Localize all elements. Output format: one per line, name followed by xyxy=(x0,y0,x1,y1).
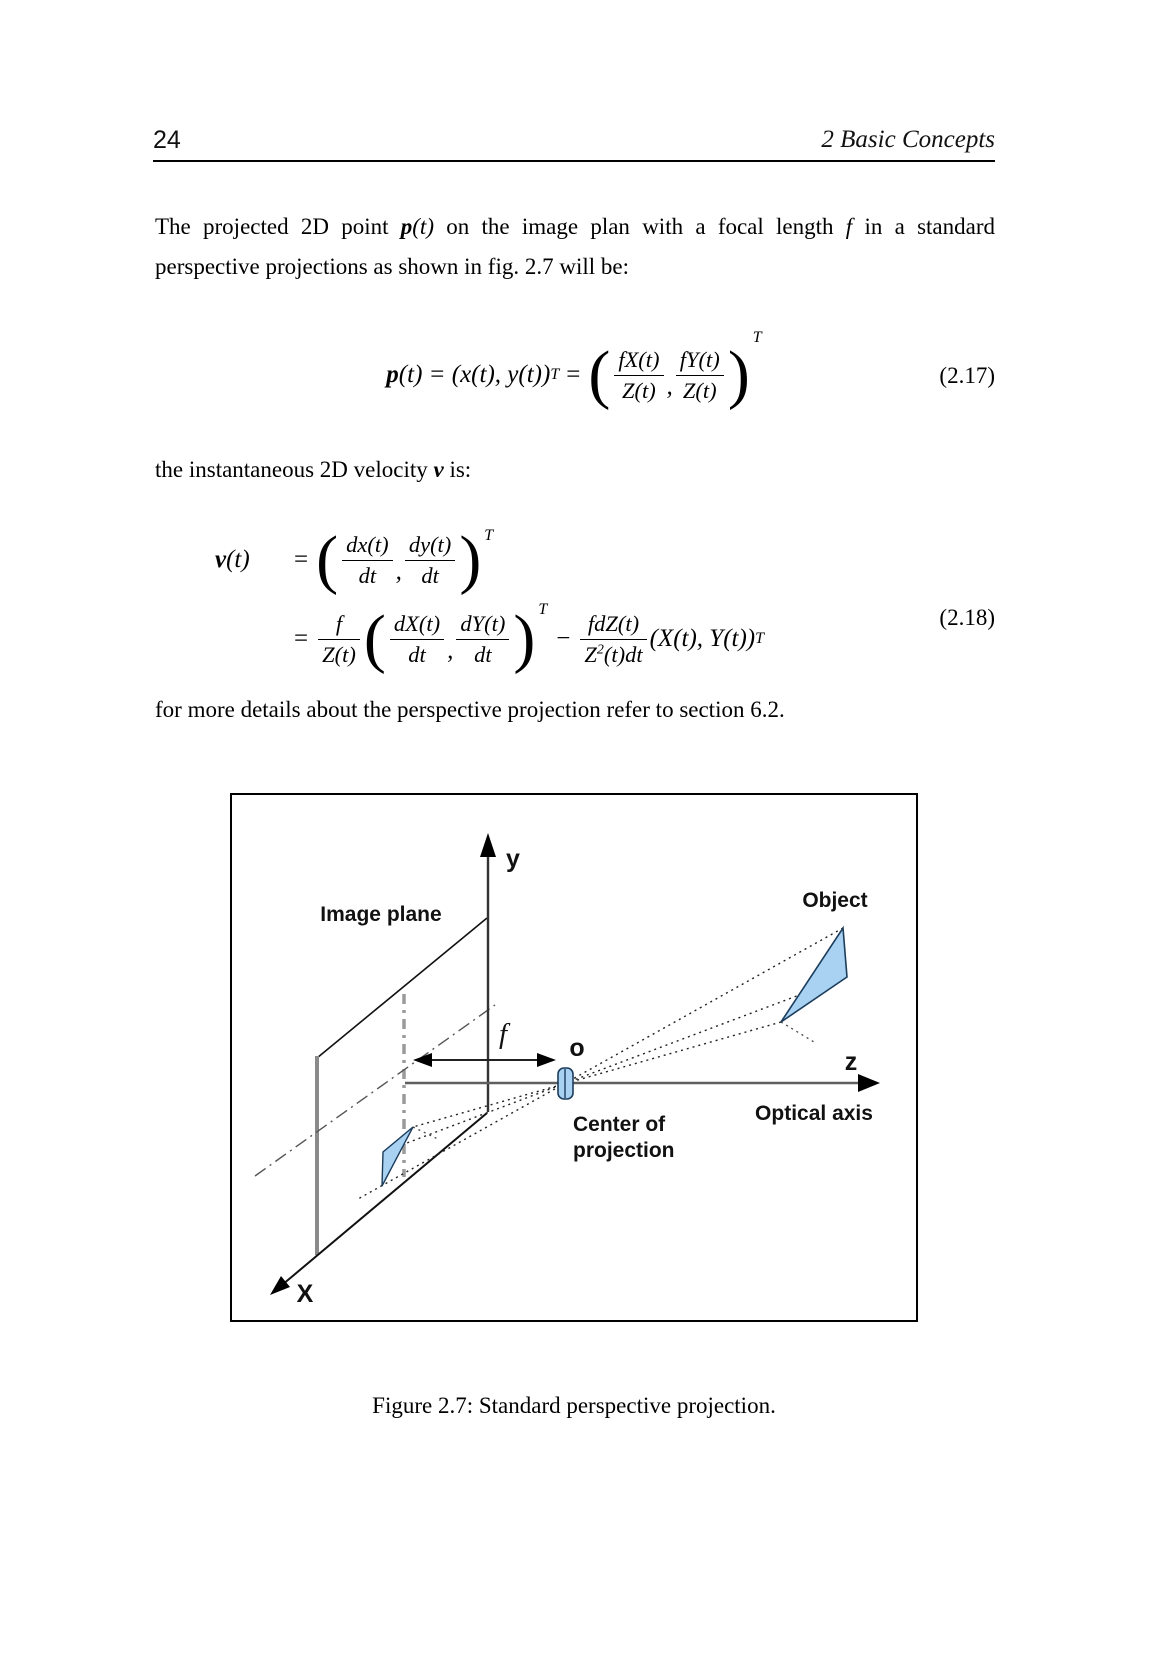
optical-axis-label: Optical axis xyxy=(755,1102,873,1125)
transpose-sup: T xyxy=(752,329,762,346)
equation-2-18-body xyxy=(215,523,995,681)
fraction: $\frac{dX(t)}{dt}$ xyxy=(390,611,444,667)
equals-sign: = xyxy=(566,361,581,388)
intro-line-1 xyxy=(155,207,995,247)
page-number: 24 xyxy=(153,126,181,154)
eq218-empty-cell xyxy=(215,597,287,681)
transpose-sup: T xyxy=(484,527,494,544)
eq218-line-1: = ( $\frac{dx(t)}{dt}$ , $\frac{dy(t)}{dt}$ ) T xyxy=(294,523,494,596)
transpose-sup: T xyxy=(538,601,548,618)
fraction: $\frac{fX(t)}{Z(t)}$ xyxy=(614,347,663,403)
image-plane-label: Image plane xyxy=(320,903,442,926)
math-f: f xyxy=(845,214,853,239)
equation-2-17 xyxy=(155,325,995,425)
intro-line-2: perspective projections as shown in fig. 2.7 will be: xyxy=(155,254,629,279)
eq218-lhs: v (t) xyxy=(215,546,250,573)
equation-2-17-body: p (t) = (x(t), y(t)) T = ( $\frac{fX(t)}{Z(t)}$ , $\frac{fY(t)}{Z(t)}$ ) T xyxy=(386,329,762,411)
text-fragment: in a standard xyxy=(852,214,995,239)
eq218-line-2: = $\frac{f}{Z(t)}$ ( $\frac{dX(t)}{dt}$ , $\frac{dY(t)}{dt}$ ) T − $\frac{\text{fdZ(t)}}{Z^2(t)dt}$ (X(t), Y(t)) T xyxy=(294,601,765,675)
figure-2-7 xyxy=(230,793,918,1322)
text-fragment: on the image plan with a focal length xyxy=(433,214,846,239)
math-tail: (X(t), Y(t)) xyxy=(649,625,756,652)
math-t: (t) xyxy=(412,214,434,239)
math-v: v xyxy=(433,457,444,482)
velocity-paragraph xyxy=(155,450,995,490)
object-label: Object xyxy=(802,889,868,912)
equation-number: (2.18) xyxy=(939,605,995,630)
fraction: $\frac{dy(t)}{dt}$ xyxy=(405,532,455,588)
perspective-projection-diagram xyxy=(230,793,918,1322)
intro-paragraph xyxy=(155,207,995,287)
text-fragment: is: xyxy=(443,457,472,482)
comma: , xyxy=(666,373,673,400)
focal-length-label: f xyxy=(498,1018,508,1050)
equation-2-18 xyxy=(215,523,995,681)
z-axis-label: z xyxy=(844,1048,858,1076)
fraction: $\frac{dY(t)}{dt}$ xyxy=(456,611,509,667)
y-axis-label: y xyxy=(506,845,520,873)
comma: , xyxy=(395,558,402,585)
fraction: $\frac{dx(t)}{dt}$ xyxy=(342,532,392,588)
math-p-bold: p xyxy=(386,361,399,388)
fraction: $\frac{f}{Z(t)}$ xyxy=(318,611,360,667)
details-paragraph: for more details about the perspective projection refer to section 6.2. xyxy=(155,697,785,722)
figure-caption: Figure 2.7: Standard perspective projection. xyxy=(372,1393,776,1418)
text-fragment: the instantaneous 2D velocity xyxy=(155,457,434,482)
center-of-projection-label-line1: Center of xyxy=(573,1113,666,1136)
header-rule xyxy=(153,160,995,162)
x-axis-label: X xyxy=(296,1280,314,1308)
equals-sign: = xyxy=(294,625,309,652)
fraction: $\frac{fY(t)}{Z(t)}$ xyxy=(676,347,724,403)
origin-label: o xyxy=(569,1034,585,1062)
fraction: $\frac{\text{fdZ(t)}}{Z^2(t)dt}$ xyxy=(580,611,646,667)
center-of-projection-label-line2: projection xyxy=(573,1139,675,1162)
comma: , xyxy=(447,637,454,664)
transpose-sup: T xyxy=(755,630,765,647)
equals-sign: = xyxy=(294,546,309,573)
chapter-header: 2 Basic Concepts xyxy=(821,126,995,153)
math-p: p xyxy=(400,214,413,239)
text-fragment: The projected 2D point xyxy=(155,214,401,239)
equation-number: (2.17) xyxy=(939,363,995,388)
math-lhs: (t) = (x(t), y(t)) xyxy=(398,361,551,388)
transpose-sup: T xyxy=(550,366,560,383)
minus-sign: − xyxy=(556,625,571,652)
